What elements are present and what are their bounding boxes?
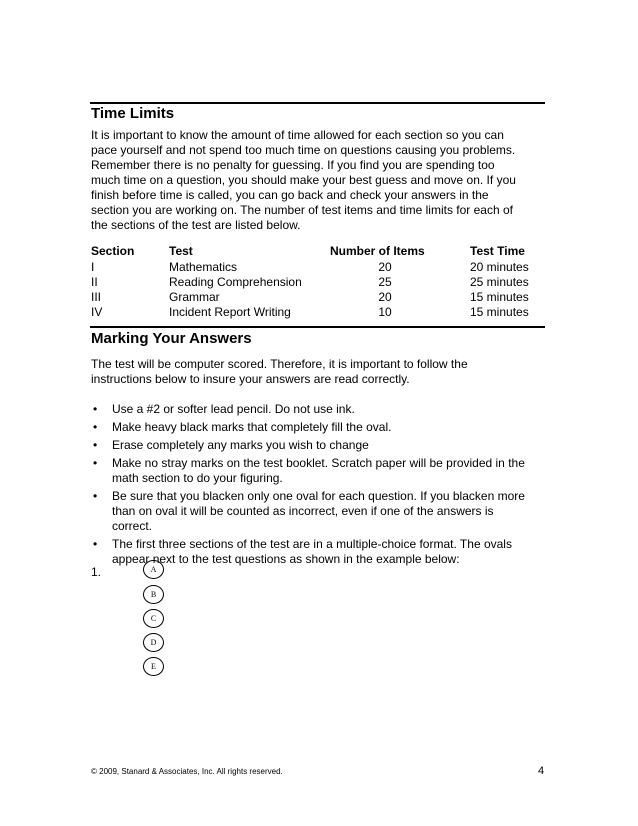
- table-cell-items: 25: [378, 275, 392, 289]
- list-item-text: Make no stray marks on the test booklet. Scratch paper will be provided in the math section to do your figuring.: [112, 456, 525, 485]
- answer-oval-d: D: [143, 633, 164, 652]
- heading-marking-your-answers: Marking Your Answers: [91, 330, 252, 347]
- table-cell-section: I: [91, 260, 95, 274]
- list-item-text: Be sure that you blacken only one oval for each question. If you blacken more than on oval it will be counted as incorrect, even if one of the answers is correct.: [112, 489, 525, 533]
- list-item: [91, 456, 551, 486]
- list-item: [91, 438, 551, 453]
- list-item-text: Erase completely any marks you wish to change: [112, 438, 369, 452]
- table-row: [91, 290, 546, 305]
- answer-oval-e: E: [143, 657, 164, 676]
- list-item-text: Use a #2 or softer lead pencil. Do not use ink.: [112, 402, 355, 416]
- list-item: [91, 489, 551, 534]
- page-number: 4: [538, 765, 545, 777]
- table-cell-section: IV: [91, 305, 103, 319]
- footer-copyright: © 2009, Stanard & Associates, Inc. All rights reserved.: [91, 767, 283, 776]
- instructions-list: [91, 402, 551, 567]
- paragraph-time-limits: It is important to know the amount of time allowed for each section so you can pace yourself and not spend too much time on questions causing you problems. Remember there is no penalty for guessing. If you find you are spending too much time on a question, you should make your best guess and move on. If you finish before time is called, you can go back and check your answers in the section you are working on. The number of test items and time limits for each of the sections of the test are listed below.: [91, 128, 516, 232]
- bullet-icon: •: [93, 489, 98, 503]
- table-cell-items: 10: [378, 305, 392, 319]
- table-cell-time: 20 minutes: [470, 260, 529, 274]
- answer-oval-b: B: [143, 585, 164, 604]
- example-question-number: 1.: [91, 565, 102, 579]
- list-item-text: Make heavy black marks that completely fill the oval.: [112, 420, 392, 434]
- list-item: [91, 402, 551, 417]
- table-cell-time: 15 minutes: [470, 290, 529, 304]
- table-cell-time: 25 minutes: [470, 275, 529, 289]
- section-divider-time-limits: [90, 102, 545, 104]
- table-cell-items: 20: [378, 260, 392, 274]
- table-header-test: Test: [169, 244, 193, 258]
- table-cell-test: Mathematics: [169, 260, 238, 274]
- paragraph-marking-answers: The test will be computer scored. Therefore, it is important to follow the instructions below to insure your answers are read correctly.: [91, 357, 468, 386]
- table-header-section: Section: [91, 244, 135, 258]
- table-cell-section: II: [91, 275, 98, 289]
- time-limits-table: [91, 244, 546, 320]
- table-cell-test: Reading Comprehension: [169, 275, 302, 289]
- table-cell-test: Grammar: [169, 290, 220, 304]
- table-header-number-of-items: Number of Items: [330, 244, 425, 258]
- bullet-icon: •: [93, 420, 98, 434]
- answer-oval-c: C: [143, 609, 164, 628]
- table-cell-items: 20: [378, 290, 392, 304]
- list-item: [91, 420, 551, 435]
- table-cell-time: 15 minutes: [470, 305, 529, 319]
- table-header-test-time: Test Time: [470, 244, 525, 258]
- section-divider-marking-answers: [90, 326, 545, 328]
- heading-time-limits: Time Limits: [91, 105, 175, 122]
- bullet-icon: •: [93, 456, 98, 470]
- table-cell-test: Incident Report Writing: [169, 305, 291, 319]
- bullet-icon: •: [93, 537, 98, 551]
- bullet-icon: •: [93, 438, 98, 452]
- table-row: [91, 305, 546, 320]
- list-item-text: The first three sections of the test are in a multiple-choice format. The ovals appear next to the test questions as shown in the example below:: [112, 537, 512, 566]
- table-row: [91, 275, 546, 290]
- table-header-row: [91, 244, 546, 260]
- table-row: [91, 260, 546, 275]
- answer-oval-a: A: [143, 560, 164, 579]
- bullet-icon: •: [93, 402, 98, 416]
- table-cell-section: III: [91, 290, 102, 304]
